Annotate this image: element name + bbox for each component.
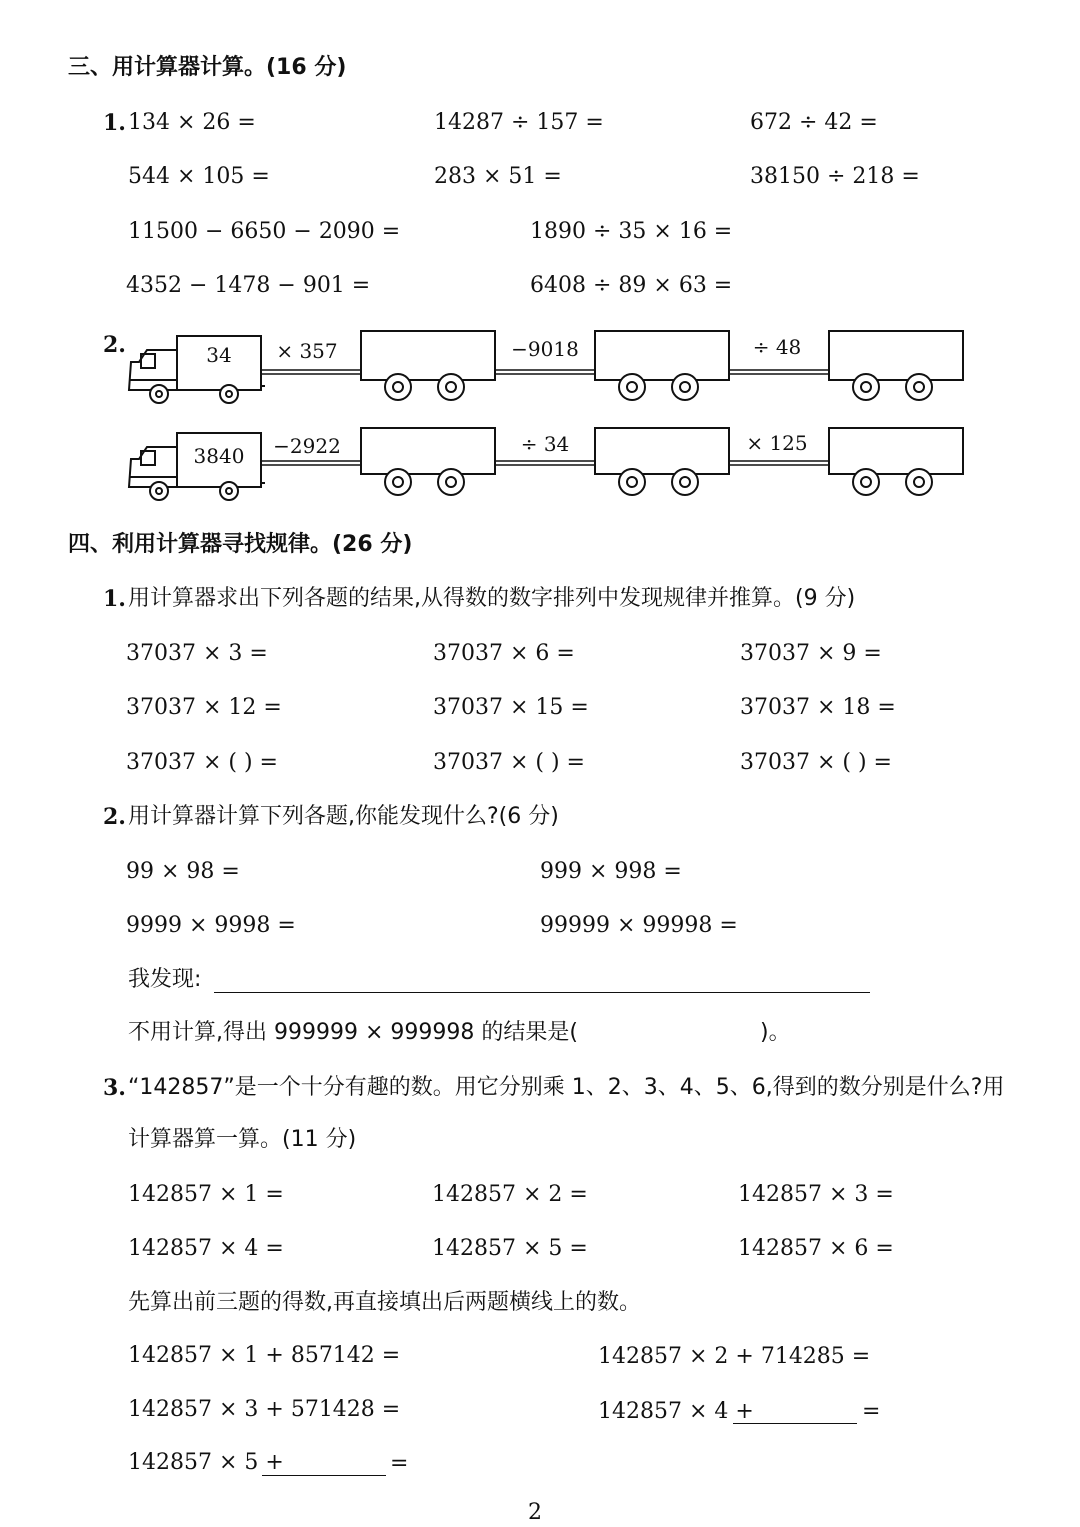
train-op: × 125 (746, 431, 808, 455)
wagon-icon (829, 428, 963, 495)
calc-item: 142857 × 4 = (128, 1236, 284, 1261)
wagon-icon (595, 428, 729, 495)
wagon-icon (595, 331, 729, 400)
q1-number: 1. (103, 110, 126, 136)
calc-item: 99 × 98 = (126, 859, 240, 884)
calc-item: 142857 × 1 + 857142 = (128, 1343, 401, 1368)
calc-item: 142857 × 3 = (738, 1182, 894, 1207)
question-text: “142857”是一个十分有趣的数。用它分别乘 1、2、3、4、5、6,得到的数分别是什么?用 (128, 1075, 1005, 1100)
calc-item: 672 ÷ 42 = (750, 110, 878, 135)
section4-title: 四、利用计算器寻找规律。(26 分) (68, 532, 413, 557)
question-text: 用计算器求出下列各题的结果,从得数的数字排列中发现规律并推算。(9 分) (128, 586, 856, 611)
calc-item-blank[interactable]: 37037 × ( ) = (433, 750, 585, 775)
train-diagram-2 (125, 425, 970, 505)
calc-item: 142857 × 5 + (128, 1450, 284, 1475)
train-op: −2922 (273, 434, 341, 458)
calc-item: 37037 × 9 = (740, 641, 882, 666)
q3-number: 3. (103, 1075, 126, 1101)
calc-item: 142857 × 6 = (738, 1236, 894, 1261)
calc-item: 37037 × 12 = (126, 695, 282, 720)
train-op: × 357 (276, 339, 338, 363)
question-text: 计算器算一算。(11 分) (128, 1127, 357, 1152)
calc-item: 142857 × 2 = (432, 1182, 588, 1207)
calc-item: 37037 × 18 = (740, 695, 896, 720)
calc-item: 37037 × 15 = (433, 695, 589, 720)
calc-item: 37037 × 6 = (433, 641, 575, 666)
q1-number: 1. (103, 586, 126, 612)
section3-title: 三、用计算器计算。(16 分) (68, 55, 347, 80)
result-close: )。 (760, 1020, 791, 1045)
question-text: 用计算器计算下列各题,你能发现什么?(6 分) (128, 804, 559, 829)
answer-line[interactable] (214, 992, 870, 993)
calc-item: 37037 × 3 = (126, 641, 268, 666)
train-diagram-1 (125, 328, 970, 408)
calc-item: 38150 ÷ 218 = (750, 164, 920, 189)
calc-item: 544 × 105 = (128, 164, 270, 189)
answer-line[interactable] (733, 1423, 857, 1424)
train-op: −9018 (511, 337, 579, 361)
calc-item-blank[interactable]: 37037 × ( ) = (126, 750, 278, 775)
calc-item: 283 × 51 = (434, 164, 562, 189)
calc-item: 6408 ÷ 89 × 63 = (530, 273, 733, 298)
q2-number: 2. (103, 804, 126, 830)
train-op: ÷ 34 (520, 432, 570, 456)
calc-item: 1890 ÷ 35 × 16 = (530, 219, 733, 244)
wagon-icon (361, 331, 495, 400)
calc-item: 142857 × 2 + 714285 = (598, 1344, 871, 1369)
train-start-value: 3840 (193, 444, 245, 468)
q2-number: 2. (103, 332, 126, 358)
train-start-value: 34 (206, 343, 232, 367)
calc-item: 142857 × 3 + 571428 = (128, 1397, 401, 1422)
calc-item: 11500 − 6650 − 2090 = (128, 219, 401, 244)
truck-icon (129, 336, 265, 403)
calc-item: 142857 × 5 = (432, 1236, 588, 1261)
wagon-icon (361, 428, 495, 495)
page-number: 2 (528, 1500, 542, 1525)
calc-item: 134 × 26 = (128, 110, 256, 135)
wagon-icon (829, 331, 963, 400)
instruction-text: 先算出前三题的得数,再直接填出后两题横线上的数。 (128, 1290, 641, 1315)
answer-line[interactable] (262, 1475, 386, 1476)
calc-item: 4352 − 1478 − 901 = (126, 273, 371, 298)
calc-item: 142857 × 1 = (128, 1182, 284, 1207)
calc-item: 999 × 998 = (540, 859, 682, 884)
calc-item-blank[interactable]: 37037 × ( ) = (740, 750, 892, 775)
result-question: 不用计算,得出 999999 × 999998 的结果是( (128, 1020, 578, 1045)
train-op: ÷ 48 (752, 335, 802, 359)
equals-sign: = (390, 1451, 409, 1476)
equals-sign: = (862, 1399, 881, 1424)
calc-item: 99999 × 99998 = (540, 913, 738, 938)
calc-item: 142857 × 4 + (598, 1399, 754, 1424)
discover-label: 我发现: (128, 967, 202, 992)
calc-item: 9999 × 9998 = (126, 913, 296, 938)
calc-item: 14287 ÷ 157 = (434, 110, 604, 135)
